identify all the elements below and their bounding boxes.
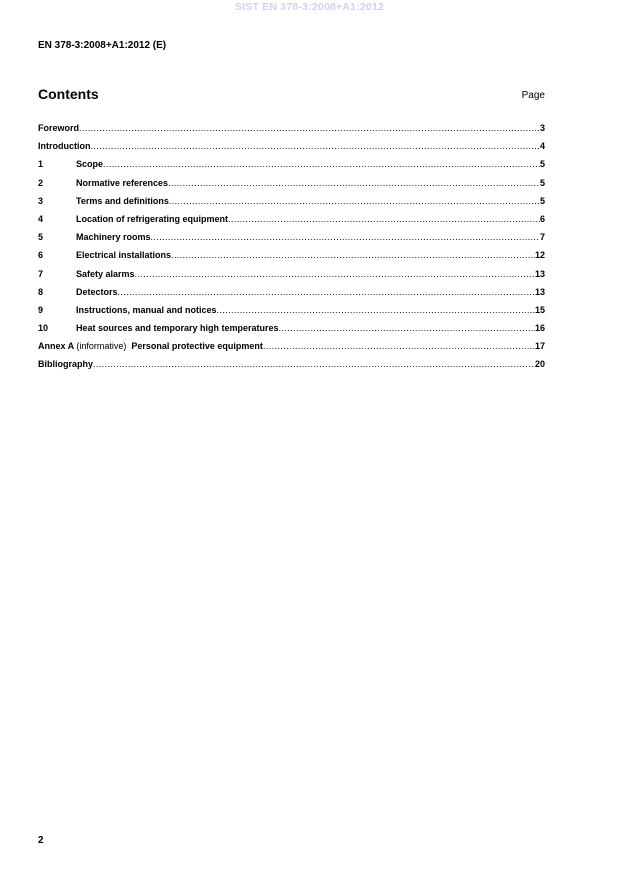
toc-entry-title: Normative references <box>76 177 169 188</box>
toc-entry-foreword[interactable] <box>38 123 545 141</box>
toc-dot-leader <box>171 250 535 260</box>
toc-entry-title <box>38 341 263 351</box>
toc-entry-number: 1 <box>38 159 44 170</box>
toc-entry-number: 6 <box>38 250 44 261</box>
toc-entry-number: 5 <box>38 232 44 243</box>
toc-entry-instructions-manual-notices[interactable] <box>38 305 545 323</box>
toc-entry-title: Machinery rooms <box>76 232 151 243</box>
toc-entry-normative-references[interactable] <box>38 178 545 196</box>
toc-entry-title: Electrical installations <box>76 250 172 261</box>
toc-entry-page: 15 <box>534 304 545 315</box>
toc-entry-title: Bibliography <box>38 359 94 370</box>
toc-entry-title: Detectors <box>76 286 118 297</box>
contents-heading: Contents <box>38 86 99 102</box>
toc-entry-page: 5 <box>539 177 545 188</box>
toc-entry-annex-a[interactable] <box>38 341 545 359</box>
toc-entry-page: 6 <box>539 213 545 224</box>
toc-entry-page: 7 <box>539 232 545 243</box>
toc-entry-page: 20 <box>534 359 545 370</box>
toc-entry-title: Foreword <box>38 123 80 133</box>
toc-entry-page: 5 <box>539 159 545 170</box>
toc-dot-leader <box>79 123 540 133</box>
toc-entry-electrical-installations[interactable] <box>38 250 545 268</box>
table-of-contents <box>38 123 545 378</box>
toc-dot-leader <box>279 323 535 333</box>
toc-entry-number: 9 <box>38 304 44 315</box>
annex-label: Annex A <box>38 341 74 352</box>
annex-subtitle: Personal protective equipment <box>131 341 263 352</box>
toc-entry-page: 17 <box>534 341 545 352</box>
toc-dot-leader <box>91 141 540 151</box>
toc-dot-leader <box>217 305 535 315</box>
toc-entry-number: 4 <box>38 213 44 224</box>
toc-dot-leader <box>118 287 535 297</box>
watermark: SIST EN 378-3:2008+A1:2012 <box>234 1 385 13</box>
toc-dot-leader <box>263 341 535 351</box>
toc-entry-machinery-rooms[interactable] <box>38 232 545 250</box>
toc-dot-leader <box>103 159 540 169</box>
toc-entry-title: Terms and definitions <box>76 195 169 206</box>
toc-entry-page: 12 <box>534 250 545 261</box>
annex-qualifier: (informative) <box>76 341 127 352</box>
toc-entry-page: 3 <box>539 123 545 133</box>
toc-dot-leader <box>151 232 540 242</box>
toc-entry-heat-sources[interactable] <box>38 323 545 341</box>
toc-dot-leader <box>169 196 540 206</box>
page-number: 2 <box>38 835 44 846</box>
toc-dot-leader <box>168 178 540 188</box>
toc-entry-number: 2 <box>38 177 44 188</box>
toc-entry-number: 7 <box>38 268 44 279</box>
toc-dot-leader <box>135 269 535 279</box>
page-column-label: Page <box>521 90 545 101</box>
toc-entry-location-of-refrigerating-equipment[interactable] <box>38 214 545 232</box>
toc-entry-title: Scope <box>76 159 104 170</box>
toc-entry-page: 13 <box>534 268 545 279</box>
toc-entry-number: 10 <box>38 323 49 334</box>
toc-entry-page: 13 <box>534 286 545 297</box>
toc-dot-leader <box>228 214 540 224</box>
toc-entry-introduction[interactable] <box>38 141 545 159</box>
toc-entry-number: 8 <box>38 286 44 297</box>
toc-entry-page: 4 <box>539 141 545 152</box>
toc-entry-bibliography[interactable] <box>38 359 545 377</box>
document-identifier: EN 378-3:2008+A1:2012 (E) <box>38 40 167 51</box>
toc-entry-safety-alarms[interactable] <box>38 269 545 287</box>
toc-entry-terms-and-definitions[interactable] <box>38 196 545 214</box>
toc-entry-page: 5 <box>539 195 545 206</box>
toc-entry-title: Instructions, manual and notices <box>76 304 217 315</box>
toc-entry-title: Introduction <box>38 141 91 152</box>
toc-entry-number: 3 <box>38 195 44 206</box>
toc-entry-detectors[interactable] <box>38 287 545 305</box>
toc-entry-title: Safety alarms <box>76 268 135 279</box>
toc-entry-title: Location of refrigerating equipment <box>76 213 229 224</box>
toc-entry-scope[interactable] <box>38 159 545 177</box>
toc-dot-leader <box>93 359 535 369</box>
toc-entry-page: 16 <box>534 323 545 334</box>
toc-entry-title: Heat sources and temporary high temperatures <box>76 323 279 334</box>
